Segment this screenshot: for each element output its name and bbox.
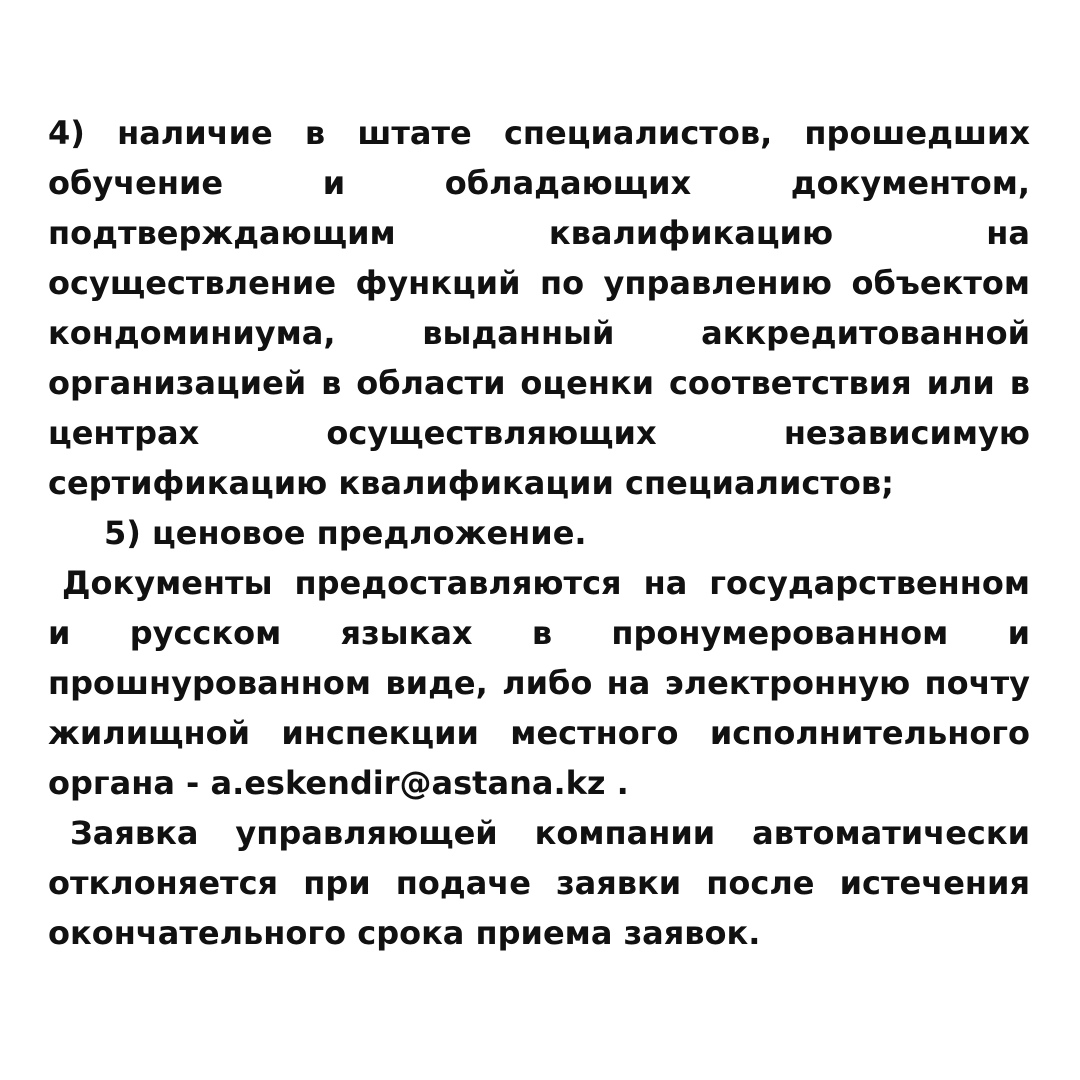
paragraph-item-5: 5) ценовое предложение. (104, 514, 587, 552)
paragraph-application-rejection: Заявка управляющей компании автоматически отклоняется при подаче заявки после истечения окончательного срока приема заявок. (48, 814, 1030, 952)
paragraph-documents-submission: Документы предоставляются на государственном и русском языках в пронумерованном и прошнурованном виде, либо на электронную почту жилищной инспекции местного исполнительного органа - a.eskendir@astana.kz . (48, 564, 1030, 802)
document-body (48, 108, 1030, 958)
paragraph-item-4: 4) наличие в штате специалистов, прошедших обучение и обладающих документом, подтверждающим квалификацию на осуществление функций по управлению объектом кондоминиума, выданный аккредитованной организацией в области оценки соответствия или в центрах осуществляющих независимую сертификацию квалификации специалистов; (48, 114, 1030, 502)
